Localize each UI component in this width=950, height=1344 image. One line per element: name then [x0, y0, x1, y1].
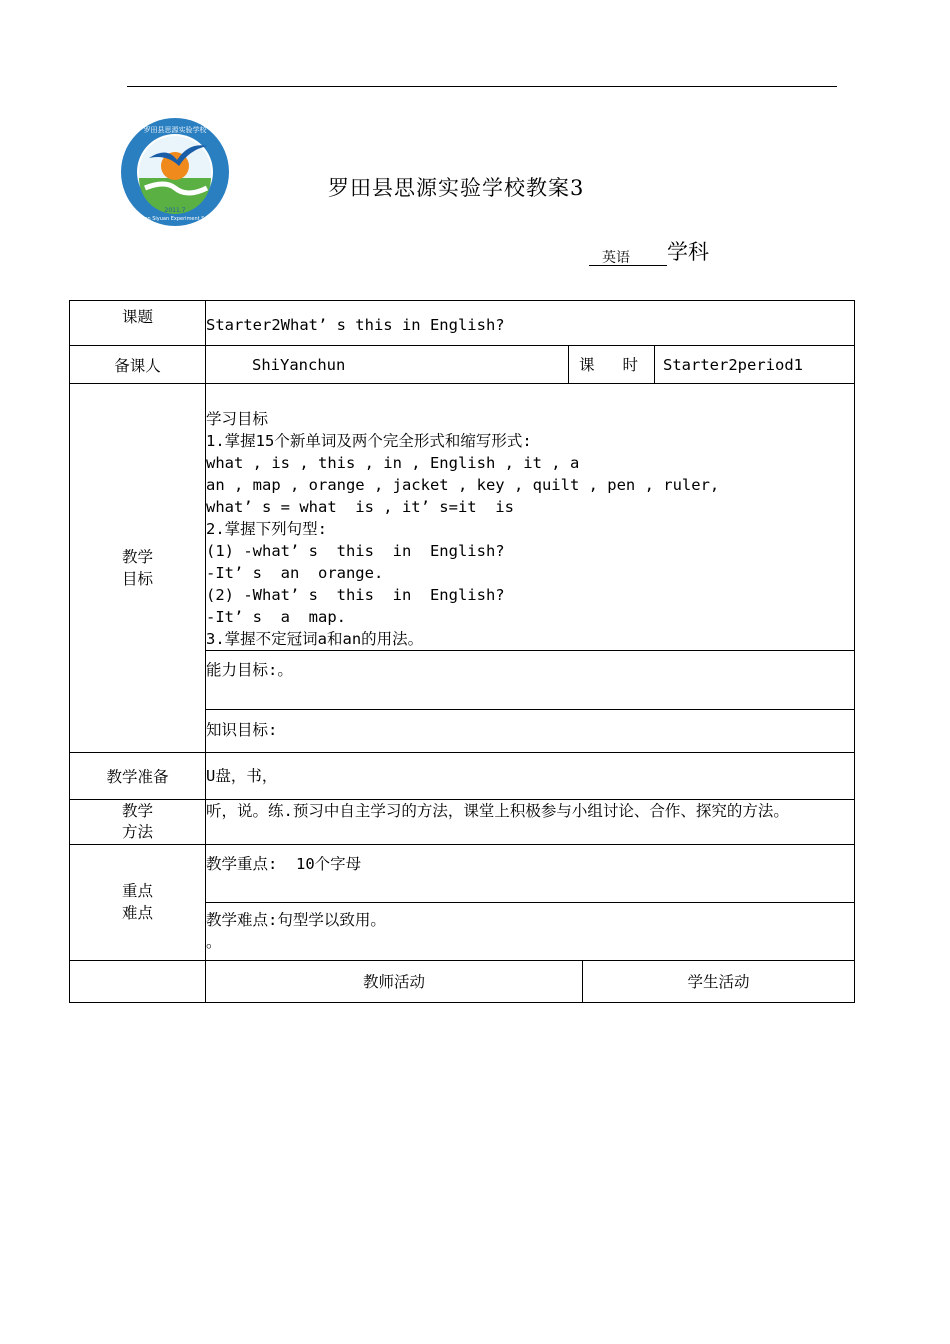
goals-label: 教学 目标: [70, 384, 206, 753]
goal-line: what , is , this , in , English , it , a: [206, 454, 580, 472]
keypoint-row: [70, 844, 855, 960]
activity-header-row: [70, 960, 855, 1002]
subject-line: [589, 236, 709, 266]
goal-line: -It’ s a map.: [206, 608, 346, 626]
ability-goal: 能力目标:。: [206, 651, 854, 710]
student-activity-header: 学生活动: [583, 960, 855, 1002]
logo-year: 2011.7: [164, 207, 186, 214]
method-value: 听，说。练.预习中自主学习的方法，课堂上积极参与小组讨论、合作、探究的方法。: [206, 799, 855, 844]
difficulty-value: 教学难点:句型学以致用。 。: [206, 911, 386, 951]
logo-text-top: 罗田县思源实验学校: [143, 126, 207, 134]
goal-line: 2.掌握下列句型:: [206, 520, 327, 538]
goal-line: 1.掌握15个新单词及两个完全形式和缩写形式:: [206, 432, 532, 450]
topic-row: [70, 301, 855, 346]
activity-empty-cell: [70, 960, 206, 1002]
preparer-value: ShiYanchun: [206, 346, 569, 384]
knowledge-goal: 知识目标:: [206, 721, 278, 739]
school-logo: [115, 116, 235, 228]
goals-row: [70, 384, 855, 753]
method-label: 教学 方法: [70, 799, 206, 844]
method-row: [70, 799, 855, 844]
period-value: Starter2period1: [655, 346, 855, 384]
page-title: 罗田县思源实验学校教案3: [328, 176, 585, 200]
period-label: 课 时: [569, 346, 655, 384]
keypoint-value: 教学重点: 10个字母: [206, 845, 854, 903]
goal-line: -It’ s an orange.: [206, 564, 384, 582]
topic-label: 课题: [70, 301, 206, 346]
logo-text-bottom: Luotian Siyuan Experiment School: [132, 216, 218, 222]
goal-line: (1) -what’ s this in English?: [206, 542, 505, 560]
topic-value: Starter2What’ s this in English?: [206, 301, 855, 346]
keypoint-label: 重点 难点: [70, 844, 206, 960]
subject-value: 英语: [589, 244, 667, 266]
preparer-row: [70, 346, 855, 384]
lesson-plan-table: [69, 300, 855, 1003]
teacher-activity-header: 教师活动: [206, 960, 583, 1002]
subject-suffix: 学科: [667, 240, 709, 264]
learning-goals: [206, 384, 854, 651]
goal-line: 3.掌握不定冠词a和an的用法。: [206, 630, 424, 648]
goal-line: what’ s = what is , it’ s=it is: [206, 498, 514, 516]
goal-line: 学习目标: [206, 410, 269, 428]
goal-line: an , map , orange , jacket , key , quilt , pen , ruler,: [206, 476, 720, 494]
header-rule: [127, 86, 837, 87]
preparer-label: 备课人: [70, 346, 206, 384]
goal-line: (2) -What’ s this in English?: [206, 586, 505, 604]
prep-value: U盘，书，: [206, 752, 855, 799]
prep-label: 教学准备: [70, 752, 206, 799]
prep-row: [70, 752, 855, 799]
